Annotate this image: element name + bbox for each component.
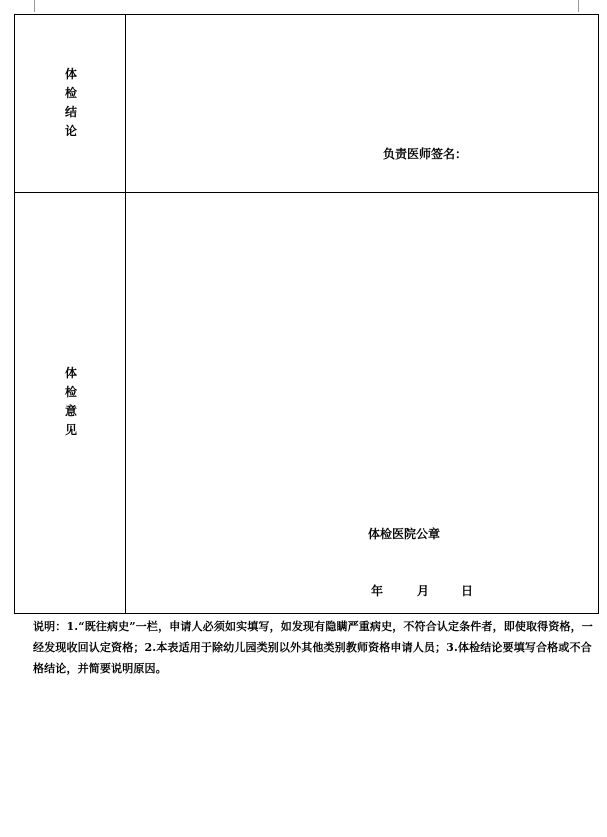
hospital-seal-label: 体检医院公章 [368,527,441,541]
crop-mark-left [34,0,35,12]
conclusion-content-cell[interactable] [126,15,598,192]
opinion-content-cell[interactable] [126,193,598,613]
conclusion-label: 体检结论 [65,67,78,138]
exam-form-table [14,14,599,614]
opinion-label: 体检意见 [65,366,78,437]
date-day-label: 日 [461,584,474,598]
opinion-label-cell [15,193,126,613]
crop-mark-right [578,0,579,12]
date-year-label: 年 [371,584,384,598]
conclusion-row [15,15,598,193]
opinion-row [15,193,598,613]
form-note: 说明：1.“既往病史”一栏，申请人必须如实填写，如发现有隐瞒严重病史，不符合认定条件者，即使取得资格，一经发现收回认定资格；2.本表适用于除幼儿园类别以外其他类别教师资格申请人员；3.体检结论要填写合格或不合格结论，并简要说明原因。 [33,620,593,675]
conclusion-label-cell [15,15,126,192]
date-month-label: 月 [417,584,430,598]
doctor-signature-label: 负责医师签名： [383,147,468,161]
